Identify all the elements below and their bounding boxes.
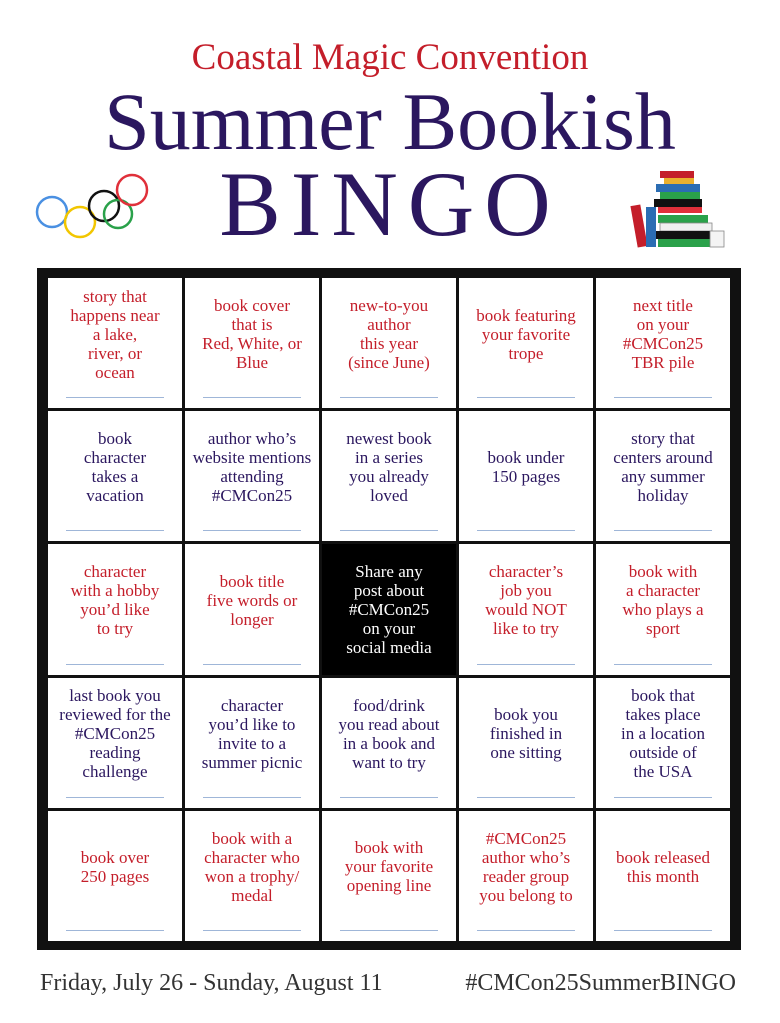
cell-write-line (477, 530, 575, 531)
bingo-cell[interactable] (322, 411, 456, 541)
free-space-cell[interactable] (322, 544, 456, 674)
bingo-cell-text: character with a hobby you’d like to try (70, 562, 160, 639)
bingo-cell-text: new-to-you author this year (since June) (348, 296, 430, 373)
bingo-cell[interactable] (185, 544, 319, 674)
page-title: Summer Bookish (104, 76, 676, 167)
bingo-cell-text: book cover that is Red, White, or Blue (202, 296, 302, 373)
bingo-cell-text: book with your favorite opening line (344, 838, 434, 896)
cell-write-line (614, 797, 712, 798)
bingo-cell[interactable] (48, 411, 182, 541)
bingo-cell[interactable] (459, 811, 593, 941)
bingo-cell-text: book with a character who won a trophy/ medal (204, 828, 300, 905)
header (0, 0, 780, 265)
bingo-cell[interactable] (48, 278, 182, 408)
bingo-cell[interactable] (322, 811, 456, 941)
bingo-grid (48, 278, 730, 941)
cell-write-line (203, 797, 301, 798)
book-stack-icon (630, 165, 730, 255)
bingo-title: BINGO (219, 153, 561, 255)
bingo-cell-text: character’s job you would NOT like to try (485, 562, 567, 639)
convention-subtitle: Coastal Magic Convention (191, 37, 589, 78)
event-hashtag: #CMCon25SummerBINGO (465, 970, 736, 996)
bingo-cell-text: next title on your #CMCon25 TBR pile (622, 296, 704, 373)
cell-write-line (340, 930, 438, 931)
bingo-cell-text: book featuring your favorite trope (476, 305, 576, 363)
cell-write-line (477, 664, 575, 665)
cell-write-line (614, 930, 712, 931)
cell-write-line (614, 397, 712, 398)
bingo-cell-text: food/drink you read about in a book and want to try (338, 695, 440, 772)
event-dates: Friday, July 26 - Sunday, August 11 (40, 970, 383, 996)
bingo-board (37, 268, 741, 950)
cell-write-line (203, 530, 301, 531)
cell-write-line (340, 397, 438, 398)
bingo-cell[interactable] (185, 278, 319, 408)
bingo-cell-text: book released this month (616, 847, 710, 886)
bingo-cell-text: character you’d like to invite to a summer picnic (201, 695, 303, 772)
bingo-cell-text: story that centers around any summer holiday (613, 429, 713, 506)
cell-write-line (66, 664, 164, 665)
bingo-cell[interactable] (322, 678, 456, 808)
cell-write-line (203, 930, 301, 931)
bingo-cell[interactable] (185, 678, 319, 808)
bingo-cell[interactable] (596, 278, 730, 408)
bingo-cell[interactable] (459, 411, 593, 541)
bingo-cell-text: book character takes a vacation (83, 429, 147, 506)
bingo-cell[interactable] (596, 678, 730, 808)
cell-write-line (66, 797, 164, 798)
bingo-cell-text: book that takes place in a location outside of the USA (620, 686, 706, 782)
bingo-cell-text: newest book in a series you already loved (346, 429, 432, 506)
bingo-cell[interactable] (596, 544, 730, 674)
cell-write-line (477, 797, 575, 798)
bingo-cell[interactable] (459, 544, 593, 674)
bingo-cell[interactable] (48, 678, 182, 808)
bingo-cell-text: #CMCon25 author who’s reader group you belong to (479, 828, 573, 905)
cell-write-line (203, 397, 301, 398)
bingo-cell-text: Share any post about #CMCon25 on your social media (346, 561, 432, 657)
cell-write-line (340, 530, 438, 531)
cell-write-line (66, 397, 164, 398)
bingo-cell[interactable] (459, 278, 593, 408)
cell-write-line (66, 530, 164, 531)
bingo-cell-text: author who’s website mentions attending #CMCon25 (192, 429, 312, 506)
bingo-cell-text: story that happens near a lake, river, or ocean (70, 286, 160, 382)
olympic-rings-icon (34, 172, 154, 247)
bingo-cell-text: book with a character who plays a sport (622, 562, 704, 639)
cell-write-line (477, 930, 575, 931)
bingo-cell-text: book over 250 pages (80, 847, 150, 886)
cell-write-line (614, 664, 712, 665)
bingo-cell[interactable] (185, 811, 319, 941)
cell-write-line (614, 530, 712, 531)
cell-write-line (66, 930, 164, 931)
bingo-cell[interactable] (596, 411, 730, 541)
bingo-cell-text: book title five words or longer (206, 571, 298, 629)
cell-write-line (340, 797, 438, 798)
bingo-cell-text: book you finished in one sitting (489, 705, 563, 763)
bingo-cell[interactable] (185, 411, 319, 541)
bingo-cell-text: book under 150 pages (487, 448, 565, 487)
cell-write-line (477, 397, 575, 398)
cell-write-line (203, 664, 301, 665)
bingo-cell[interactable] (596, 811, 730, 941)
bingo-cell-text: last book you reviewed for the #CMCon25 reading challenge (59, 686, 171, 782)
bingo-cell[interactable] (48, 811, 182, 941)
bingo-cell[interactable] (322, 278, 456, 408)
bingo-cell[interactable] (459, 678, 593, 808)
bingo-cell[interactable] (48, 544, 182, 674)
